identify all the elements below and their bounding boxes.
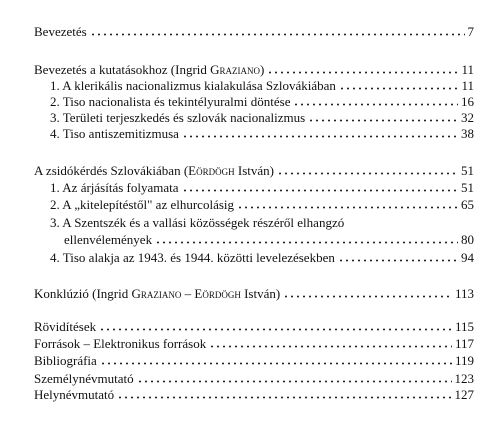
dot-leader [339,87,459,90]
toc-entry-title: Rövidítések [34,319,97,334]
toc-subentry [50,215,474,230]
dot-leader [277,172,458,175]
toc-subentry [50,180,474,195]
dot-leader [338,259,458,262]
toc-entry-part2 [34,163,474,178]
toc-entry-conclusion [34,286,474,301]
toc-entry-title: 1. A klerikális nacionalizmus kialakulása Szlovákiában [50,78,336,93]
toc-entry-page: 65 [461,197,474,212]
toc-entry-title: Források – Elektronikus források [34,336,207,351]
dot-leader [283,295,452,298]
toc-entry-page: 94 [461,250,474,265]
toc-entry-title: Konklúzió (Ingrid Graziano – Eördögh István) [34,286,281,301]
toc-entry-intro [34,24,474,39]
dot-leader [182,135,458,138]
toc-entry-title: 1. Az árjásítás folyamata [50,180,179,195]
toc-entry-title: 4. Tiso alakja az 1943. és 1944. közötti levelezésekben [50,250,335,265]
toc-entry-abbreviations [34,319,474,334]
dot-leader [209,345,452,348]
toc-subentry [50,126,474,141]
toc-entry-title: Helynévmutató [34,387,115,402]
toc-entry-page: 115 [454,319,474,334]
toc-entry-page: 123 [454,371,474,386]
toc-entry-place-index [34,387,474,402]
dot-leader [267,71,458,74]
toc-subentry [50,110,474,125]
toc-entry-title: Személynévmutató [34,371,134,386]
dot-leader [90,33,465,36]
dot-leader [117,396,451,399]
dot-leader [182,189,458,192]
toc-subentry [50,250,474,265]
toc-entry-part1 [34,62,474,77]
toc-entry-page: 11 [461,78,474,93]
toc-entry-sources [34,336,474,351]
toc-entry-title: 2. Tiso nacionalista és tekintélyuralmi döntése [50,94,291,109]
toc-entry-page: 117 [454,336,474,351]
toc-entry-page: 16 [461,94,474,109]
toc-entry-page: 113 [454,286,474,301]
toc-entry-page: 80 [461,232,474,247]
toc-entry-title: 3. A Szentszék és a vallási közösségek részéről elhangzó [50,215,345,230]
toc-subentry [50,78,474,93]
toc-entry-title: A zsidókérdés Szlovákiában (Eördögh István) [34,163,274,178]
toc-subentry [50,197,474,212]
dot-leader [99,328,452,331]
toc-entry-title: Bevezetés a kutatásokhoz (Ingrid Graziano) [34,62,265,77]
dot-leader [293,103,458,106]
dot-leader [100,362,452,365]
toc-entry-page: 32 [461,110,474,125]
dot-leader [237,206,458,209]
toc-entry-page: 7 [467,24,474,39]
toc-subentry-continued [64,232,474,247]
toc-entry-page: 11 [461,62,474,77]
toc-entry-page: 119 [454,353,474,368]
dot-leader [308,119,458,122]
toc-entry-title: 4. Tiso antiszemitizmusa [50,126,179,141]
toc-entry-title: 3. Területi terjeszkedés és szlovák nacionalizmus [50,110,306,125]
toc-entry-title: Bevezetés [34,24,87,39]
toc-entry-person-index [34,371,474,386]
toc-entry-title: 2. A „kitelepítéstől" az elhurcolásig [50,197,235,212]
toc-subentry [50,94,474,109]
toc-entry-title: Bibliográfia [34,353,97,368]
toc-entry-page: 51 [461,180,474,195]
toc-entry-page: 38 [461,126,474,141]
dot-leader [155,241,458,244]
dot-leader [137,380,452,383]
toc-entry-bibliography [34,353,474,368]
toc-entry-page: 51 [461,163,474,178]
toc-entry-page: 127 [454,387,474,402]
toc-entry-title: ellenvélemények [64,232,153,247]
